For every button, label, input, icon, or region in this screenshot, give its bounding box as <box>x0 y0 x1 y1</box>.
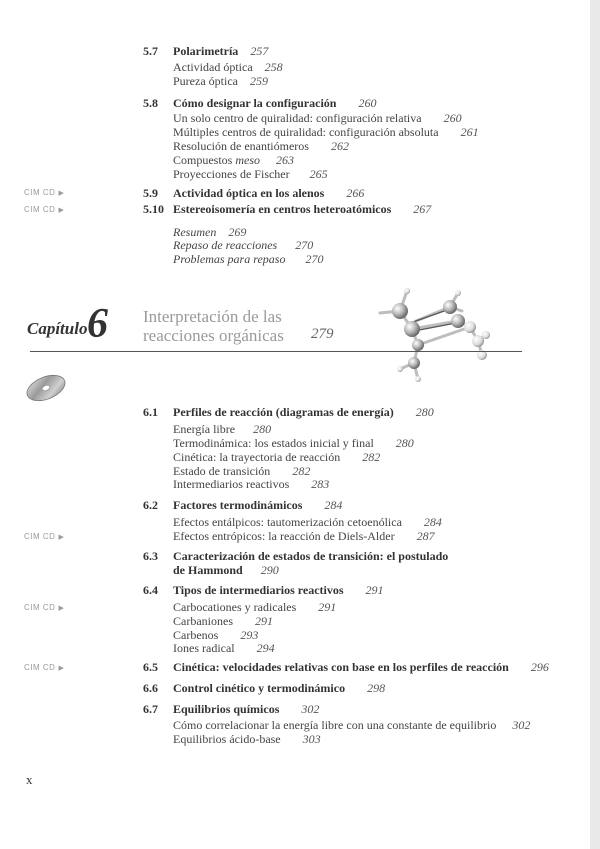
section-title[interactable]: Factores termodinámicos 284 <box>173 498 343 512</box>
subsection-entry[interactable]: Carbenos 293 <box>173 628 259 642</box>
subsection-entry[interactable]: Múltiples centros de quiralidad: configuración absoluta 261 <box>173 125 479 139</box>
subsection-entry[interactable]: Energía libre 280 <box>173 422 272 436</box>
subsection-entry[interactable]: Cinética: la trayectoria de reacción 282 <box>173 450 381 464</box>
section-title[interactable]: Cómo designar la configuración 260 <box>173 96 377 110</box>
section-title[interactable]: Perfiles de reacción (diagramas de energía) 280 <box>173 405 434 419</box>
subsection-entry[interactable]: Actividad óptica 258 <box>173 60 283 74</box>
section-number: 6.3 <box>143 549 158 563</box>
review-entry[interactable]: Problemas para repaso 270 <box>173 252 324 266</box>
section-title[interactable]: Polarimetría 257 <box>173 44 269 58</box>
review-entry[interactable]: Resumen 269 <box>173 225 247 239</box>
subsection-entry[interactable]: Efectos entrópicos: la reacción de Diels-Alder 287 <box>173 529 435 543</box>
chapter-label: Capítulo <box>27 319 88 338</box>
subsection-entry[interactable]: Termodinámica: los estados inicial y final 280 <box>173 436 414 450</box>
chapter-divider <box>30 351 522 352</box>
subsection-entry[interactable]: Intermediarios reactivos 283 <box>173 477 330 491</box>
cim-cd-marker: CIM CD ▶ <box>24 603 65 612</box>
section-title[interactable]: Cinética: velocidades relativas con base en los perfiles de reacción 296 <box>173 660 549 674</box>
section-number: 5.9 <box>143 186 158 200</box>
chapter-title-line-2[interactable]: reacciones orgánicas <box>143 326 284 345</box>
section-title-continued[interactable]: de Hammond 290 <box>173 563 279 577</box>
chapter-page: 279 <box>311 326 334 342</box>
section-number: 6.7 <box>143 702 158 716</box>
page-number: x <box>26 772 33 787</box>
subsection-entry[interactable]: Cómo correlacionar la energía libre con una constante de equilibrio 302 <box>173 718 531 732</box>
section-number: 6.6 <box>143 681 158 695</box>
subsection-entry[interactable]: Pureza óptica 259 <box>173 74 268 88</box>
subsection-entry[interactable]: Equilibrios ácido-base 303 <box>173 732 321 746</box>
section-number: 5.8 <box>143 96 158 110</box>
section-title[interactable]: Caracterización de estados de transición: el postulado <box>173 549 449 563</box>
cim-cd-marker: CIM CD ▶ <box>24 663 65 672</box>
subsection-entry[interactable]: Carbaniones 291 <box>173 614 273 628</box>
chapter-title-line-1[interactable]: Interpretación de las <box>143 307 282 326</box>
section-title[interactable]: Control cinético y termodinámico 298 <box>173 681 386 695</box>
subsection-entry[interactable]: Proyecciones de Fischer 265 <box>173 167 328 181</box>
cim-cd-marker: CIM CD ▶ <box>24 188 65 197</box>
section-number: 6.4 <box>143 583 158 597</box>
subsection-entry[interactable]: Compuestos meso 263 <box>173 153 295 167</box>
page-edge <box>590 0 600 849</box>
cim-cd-marker: CIM CD ▶ <box>24 205 65 214</box>
section-title[interactable]: Equilibrios químicos 302 <box>173 702 320 716</box>
chapter-number: 6 <box>87 301 108 347</box>
review-entry[interactable]: Repaso de reacciones 270 <box>173 238 314 252</box>
subsection-entry[interactable]: Efectos entálpicos: tautomerización cetoenólica 284 <box>173 515 442 529</box>
subsection-entry[interactable]: Iones radical 294 <box>173 641 275 655</box>
section-title[interactable]: Tipos de intermediarios reactivos 291 <box>173 583 384 597</box>
subsection-entry[interactable]: Carbocationes y radicales 291 <box>173 600 337 614</box>
subsection-entry[interactable]: Resolución de enantiómeros 262 <box>173 139 349 153</box>
subsection-entry[interactable]: Estado de transición 282 <box>173 464 311 478</box>
section-number: 6.2 <box>143 498 158 512</box>
section-number: 5.7 <box>143 44 158 58</box>
section-number: 5.10 <box>143 202 164 216</box>
section-number: 6.1 <box>143 405 158 419</box>
section-title[interactable]: Actividad óptica en los alenos 266 <box>173 186 365 200</box>
cd-disc-icon <box>24 372 68 404</box>
section-number: 6.5 <box>143 660 158 674</box>
cim-cd-marker: CIM CD ▶ <box>24 532 65 541</box>
section-title[interactable]: Estereoisomería en centros heteroatómicos 267 <box>173 202 432 216</box>
molecule-model-image <box>360 283 510 393</box>
subsection-entry[interactable]: Un solo centro de quiralidad: configuración relativa 260 <box>173 111 462 125</box>
